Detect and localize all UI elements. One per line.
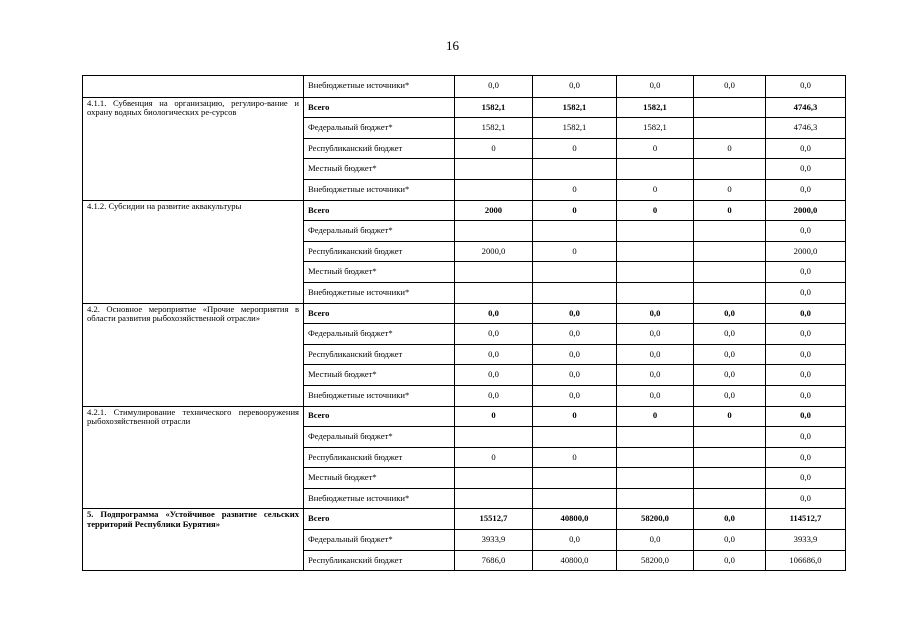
funding-source-cell: Местный бюджет* xyxy=(304,159,455,180)
year-value-cell xyxy=(533,262,617,283)
measure-title-cell xyxy=(83,76,304,98)
year-value-cell: 0 xyxy=(694,200,766,221)
year-value-cell: 0,0 xyxy=(455,76,533,98)
year-value-cell: 0 xyxy=(694,406,766,427)
year-value-cell: 1582,1 xyxy=(533,97,617,118)
funding-source-cell: Республиканский бюджет xyxy=(304,138,455,159)
year-value-cell: 0,0 xyxy=(533,530,617,551)
year-value-cell xyxy=(455,159,533,180)
year-value-cell: 3933,9 xyxy=(455,530,533,551)
measure-title-cell: 4.1.2. Субсидии на развитие аквакультуры xyxy=(83,200,304,303)
year-value-cell: 2000,0 xyxy=(455,241,533,262)
year-value-cell: 0,0 xyxy=(694,385,766,406)
year-value-cell: 0 xyxy=(533,138,617,159)
funding-source-cell: Местный бюджет* xyxy=(304,262,455,283)
year-value-cell: 0 xyxy=(533,406,617,427)
total-value-cell: 106686,0 xyxy=(766,550,846,571)
year-value-cell xyxy=(617,221,694,242)
total-value-cell: 0,0 xyxy=(766,447,846,468)
total-value-cell: 0,0 xyxy=(766,303,846,324)
funding-source-cell: Внебюджетные источники* xyxy=(304,488,455,509)
year-value-cell: 0 xyxy=(455,138,533,159)
year-value-cell: 0,0 xyxy=(617,324,694,345)
year-value-cell xyxy=(694,221,766,242)
year-value-cell: 1582,1 xyxy=(455,118,533,139)
year-value-cell: 0,0 xyxy=(617,303,694,324)
table-row xyxy=(83,97,846,118)
total-value-cell: 0,0 xyxy=(766,324,846,345)
total-value-cell: 0,0 xyxy=(766,138,846,159)
year-value-cell: 0 xyxy=(694,179,766,200)
total-value-cell: 2000,0 xyxy=(766,200,846,221)
year-value-cell: 15512,7 xyxy=(455,509,533,530)
total-value-cell: 0,0 xyxy=(766,365,846,386)
funding-source-cell: Всего xyxy=(304,303,455,324)
year-value-cell xyxy=(617,427,694,448)
year-value-cell: 0 xyxy=(617,406,694,427)
year-value-cell: 0 xyxy=(533,179,617,200)
year-value-cell xyxy=(455,468,533,489)
year-value-cell: 0,0 xyxy=(694,365,766,386)
year-value-cell xyxy=(455,427,533,448)
year-value-cell: 0,0 xyxy=(455,344,533,365)
budget-table xyxy=(82,75,846,571)
budget-table-body xyxy=(83,76,846,571)
year-value-cell xyxy=(455,282,533,303)
funding-source-cell: Федеральный бюджет* xyxy=(304,221,455,242)
year-value-cell: 58200,0 xyxy=(617,509,694,530)
measure-title-cell: 4.2. Основное мероприятие «Прочие мероприятия в области развития рыбохозяйственной отрасли» xyxy=(83,303,304,406)
year-value-cell xyxy=(533,159,617,180)
year-value-cell: 0,0 xyxy=(533,76,617,98)
total-value-cell: 0,0 xyxy=(766,282,846,303)
year-value-cell: 0,0 xyxy=(694,303,766,324)
year-value-cell: 40800,0 xyxy=(533,550,617,571)
year-value-cell xyxy=(533,282,617,303)
year-value-cell xyxy=(533,427,617,448)
year-value-cell xyxy=(694,447,766,468)
total-value-cell: 0,0 xyxy=(766,427,846,448)
total-value-cell: 0,0 xyxy=(766,76,846,98)
year-value-cell: 1582,1 xyxy=(617,97,694,118)
year-value-cell: 0,0 xyxy=(533,385,617,406)
year-value-cell xyxy=(617,241,694,262)
table-row xyxy=(83,406,846,427)
year-value-cell: 0,0 xyxy=(617,76,694,98)
year-value-cell: 0 xyxy=(455,447,533,468)
funding-source-cell: Всего xyxy=(304,509,455,530)
year-value-cell: 0,0 xyxy=(694,509,766,530)
year-value-cell: 0 xyxy=(694,138,766,159)
year-value-cell: 0,0 xyxy=(617,365,694,386)
year-value-cell xyxy=(694,159,766,180)
year-value-cell xyxy=(694,468,766,489)
year-value-cell: 0 xyxy=(533,200,617,221)
year-value-cell xyxy=(694,97,766,118)
year-value-cell xyxy=(617,488,694,509)
funding-source-cell: Внебюджетные источники* xyxy=(304,76,455,98)
year-value-cell: 0,0 xyxy=(617,385,694,406)
year-value-cell: 1582,1 xyxy=(533,118,617,139)
year-value-cell: 0,0 xyxy=(694,344,766,365)
year-value-cell: 0 xyxy=(533,241,617,262)
funding-source-cell: Федеральный бюджет* xyxy=(304,427,455,448)
year-value-cell xyxy=(455,221,533,242)
page-number: 16 xyxy=(446,38,459,53)
year-value-cell: 7686,0 xyxy=(455,550,533,571)
funding-source-cell: Федеральный бюджет* xyxy=(304,118,455,139)
total-value-cell: 2000,0 xyxy=(766,241,846,262)
total-value-cell: 0,0 xyxy=(766,488,846,509)
year-value-cell xyxy=(617,282,694,303)
total-value-cell: 0,0 xyxy=(766,262,846,283)
measure-title-cell: 5. Подпрограмма «Устойчивое развитие сельских территорий Республики Бурятия» xyxy=(83,509,304,571)
total-value-cell: 4746,3 xyxy=(766,97,846,118)
funding-source-cell: Внебюджетные источники* xyxy=(304,385,455,406)
year-value-cell xyxy=(533,488,617,509)
year-value-cell: 0 xyxy=(617,179,694,200)
year-value-cell: 0 xyxy=(617,200,694,221)
year-value-cell: 0,0 xyxy=(533,303,617,324)
total-value-cell: 4746,3 xyxy=(766,118,846,139)
year-value-cell: 0,0 xyxy=(694,76,766,98)
year-value-cell: 0,0 xyxy=(455,303,533,324)
table-row xyxy=(83,509,846,530)
table-row xyxy=(83,76,846,98)
year-value-cell: 0,0 xyxy=(455,385,533,406)
total-value-cell: 0,0 xyxy=(766,385,846,406)
funding-source-cell: Республиканский бюджет xyxy=(304,241,455,262)
year-value-cell: 58200,0 xyxy=(617,550,694,571)
year-value-cell xyxy=(694,488,766,509)
total-value-cell: 0,0 xyxy=(766,406,846,427)
year-value-cell xyxy=(694,241,766,262)
year-value-cell: 1582,1 xyxy=(455,97,533,118)
year-value-cell: 0,0 xyxy=(617,530,694,551)
year-value-cell: 0,0 xyxy=(694,530,766,551)
funding-source-cell: Внебюджетные источники* xyxy=(304,179,455,200)
year-value-cell: 40800,0 xyxy=(533,509,617,530)
funding-source-cell: Федеральный бюджет* xyxy=(304,530,455,551)
funding-source-cell: Всего xyxy=(304,406,455,427)
year-value-cell xyxy=(533,468,617,489)
funding-source-cell: Местный бюджет* xyxy=(304,365,455,386)
funding-source-cell: Внебюджетные источники* xyxy=(304,282,455,303)
total-value-cell: 0,0 xyxy=(766,468,846,489)
total-value-cell: 3933,9 xyxy=(766,530,846,551)
total-value-cell: 114512,7 xyxy=(766,509,846,530)
funding-source-cell: Федеральный бюджет* xyxy=(304,324,455,345)
funding-source-cell: Местный бюджет* xyxy=(304,468,455,489)
funding-source-cell: Всего xyxy=(304,97,455,118)
year-value-cell: 0,0 xyxy=(533,344,617,365)
year-value-cell xyxy=(694,427,766,448)
year-value-cell: 0,0 xyxy=(455,324,533,345)
year-value-cell xyxy=(617,447,694,468)
total-value-cell: 0,0 xyxy=(766,221,846,242)
year-value-cell: 0,0 xyxy=(617,344,694,365)
funding-source-cell: Республиканский бюджет xyxy=(304,344,455,365)
year-value-cell xyxy=(455,262,533,283)
table-row xyxy=(83,200,846,221)
year-value-cell xyxy=(455,179,533,200)
funding-source-cell: Всего xyxy=(304,200,455,221)
table-row xyxy=(83,303,846,324)
year-value-cell xyxy=(694,118,766,139)
year-value-cell: 0,0 xyxy=(455,365,533,386)
year-value-cell: 0 xyxy=(533,447,617,468)
year-value-cell: 0,0 xyxy=(694,550,766,571)
year-value-cell: 0,0 xyxy=(694,324,766,345)
year-value-cell xyxy=(617,159,694,180)
year-value-cell: 0,0 xyxy=(533,365,617,386)
funding-source-cell: Республиканский бюджет xyxy=(304,447,455,468)
year-value-cell xyxy=(694,282,766,303)
year-value-cell: 0,0 xyxy=(533,324,617,345)
year-value-cell xyxy=(533,221,617,242)
measure-title-cell: 4.2.1. Стимулирование технического перевооружения рыбохозяйственной отрасли xyxy=(83,406,304,509)
year-value-cell xyxy=(455,488,533,509)
year-value-cell: 0 xyxy=(455,406,533,427)
total-value-cell: 0,0 xyxy=(766,159,846,180)
year-value-cell xyxy=(694,262,766,283)
year-value-cell: 0 xyxy=(617,138,694,159)
total-value-cell: 0,0 xyxy=(766,179,846,200)
year-value-cell: 2000 xyxy=(455,200,533,221)
year-value-cell: 1582,1 xyxy=(617,118,694,139)
funding-source-cell: Республиканский бюджет xyxy=(304,550,455,571)
total-value-cell: 0,0 xyxy=(766,344,846,365)
year-value-cell xyxy=(617,262,694,283)
year-value-cell xyxy=(617,468,694,489)
measure-title-cell: 4.1.1. Субвенция на организацию, регулиро-вание и охрану водных биологических ре-сурсов xyxy=(83,97,304,200)
